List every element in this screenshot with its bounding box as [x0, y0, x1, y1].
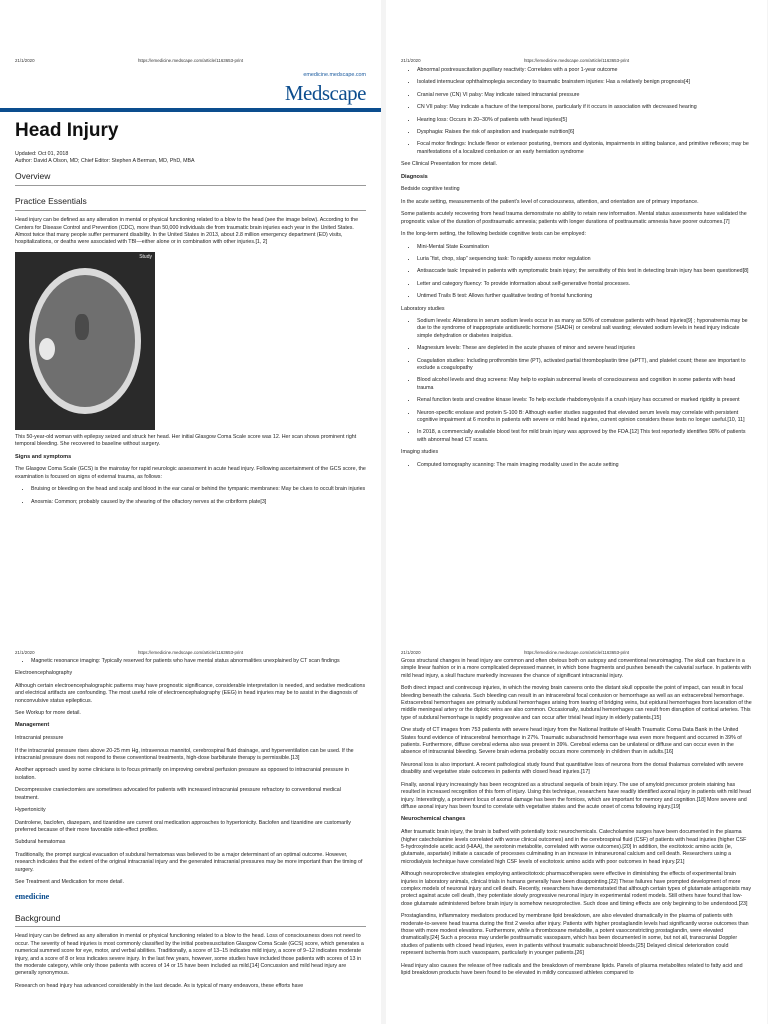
intro-paragraph: Head injury can be defined as any alteration in mental or physical functioning related to a blow to the head (see the image below). According to the Centers for Disease Control and Prevention (CDC), more than 50,000 individuals die from traumatic brain injuries each year in the United States. Almost twice that many people suffer permanent disability. In the United States in 2013, about 2.8 million emergency department (ED) visits, hospitalizations, or deaths were associated with TBI—either alone or in combination with other injuries.[1, 2] [15, 217, 359, 246]
list-item: • Blood alcohol levels and drug screens: May help to explain subnormal levels of consciousness and cognition in some patients with head trauma [417, 377, 752, 392]
signs-heading: Signs and symptoms [15, 453, 72, 460]
contrecoup-paragraph: Both direct impact and contrecoup injuries, in which the moving brain careens onto the distant skull opposite the point of impact, can result in focal bleeding beneath the calvaria. Such bleeding can result in an intracerebral focal contusion or hemorrhage as well as an extracerebral hemorrhage. Extracerebral hemorrhages are primarily subdural hemorrhages arising from tearing of bridging veins, but epidural hemorrhages from laceration of the middle meningeal artery or the diploic veins are also common. Occasionally, subdural hemorrhages can result from disruption of cortical arteries. This type of subdural hemorrhage is rapidly progressive and can occur after trivial head injury in elderly patients.[15] [401, 685, 752, 721]
brand-url[interactable]: emedicine.medscape.com [303, 72, 366, 78]
list-item: • Anosmia: Common; probably caused by the shearing of the olfactory nerves at the cribriform plate[3] [31, 499, 366, 506]
list-item: • Abnormal postresuscitation pupillary reactivity: Correlates with a poor 1-year outcome [417, 67, 752, 74]
list-item: • Sodium levels: Alterations in serum sodium levels occur in as many as 50% of comatose patients with head injuries[9] ; hyponatremia may be due to the syndrome of inappropriate antidiuretic hormone (SIADH) or cerebral salt wasting; elevated sodium levels in head injury indicate simple dehydration or diabetes insipidus. [417, 318, 752, 340]
background-heading: Background [15, 913, 366, 928]
header-date: 21/1/2020 [401, 650, 421, 655]
long-term-paragraph: In the long-term setting, the following bedside cognitive tests can be employed: [401, 231, 586, 238]
free-radical-paragraph: Head injury also causes the release of free radicals and the breakdown of membrane lipids. Panels of plasma metabolites related to fatty acid and lipid breakdown products have been found to be elevated in mildly concussed athletes compared to [401, 962, 743, 977]
list-item: • Bruising or bleeding on the head and scalp and blood in the ear canal or behind the tympanic membranes: May be clues to occult brain injuries [31, 486, 366, 493]
emedicine-logo [15, 891, 366, 902]
ct-scan-image[interactable] [15, 252, 155, 430]
header-date: 21/1/2020 [15, 58, 35, 63]
list-item: • Magnesium levels: These are depleted in the acute phases of minor and severe head injuries [417, 345, 752, 352]
article-title: Head Injury [15, 119, 119, 141]
practice-essentials-heading: Practice Essentials [15, 196, 366, 211]
emedicine-logo-text: emedicine [15, 892, 50, 902]
page-2 [386, 0, 767, 517]
overview-heading: Overview [15, 171, 366, 186]
signs-list [15, 486, 366, 506]
background-paragraph: Head injury can be defined as any alteration in mental or physical functioning related to a blow to the head. Loss of consciousness does not need to occur. The severity of head injuries is most commonly classified by the initial postresuscitation Glasgow Coma Scale (GCS) score, which generates a numerical summed score for eye, motor, and verbal abilities. Traditionally, a score of 13–15 indicates mild injury, a score of 9–12 indicates moderate injury, and a score of 8 or less indicates severe injury. In the last few years, however, some studies have included those patients with scores of 13 in the moderate category, while only those patients with scores of 14 or 15 have been included as mild.[14] Concussion and mild head injury are generally synonymous. [15, 933, 364, 977]
bedside-label: Bedside cognitive testing [401, 186, 460, 193]
bedside-tests-list [401, 244, 752, 301]
page-4 [386, 507, 767, 1024]
decompression-paragraph: Decompressive craniectomies are sometimes advocated for patients with increased intracranial pressure refractory to conventional medical treatment. [15, 787, 341, 801]
list-item: • Hearing loss: Occurs in 20–30% of patients with head injuries[5] [417, 117, 752, 124]
research-paragraph: Research on head injury has advanced considerably in the last decade. As is typical of many endeavors, these efforts have [15, 982, 304, 989]
neurochemical-heading: Neurochemical changes [401, 816, 466, 823]
amnesia-paragraph: Some patients acutely recovering from head trauma demonstrate no ability to retain new information. Mental status assessments have validated the prognostic value of the duration of posttraumatic amnesia; patients with longer durations of posttraumatic amnesia have poorer outcomes.[7] [401, 211, 747, 225]
findings-list [401, 67, 752, 156]
icp-paragraph: If the intracranial pressure rises above 20-25 mm Hg, intravenous mannitol, cerebrospinal fluid drainage, and hyperventilation can be used. If the intracranial pressure does not respond to these conventional treatments, high-dose barbiturate therapy is permissible.[13] [15, 747, 354, 762]
header-url[interactable]: https://emedicine.medscape.com/article/1163653-print [137, 650, 244, 655]
ct-study-paragraph: One study of CT images from 753 patients with severe head injury from the National Institute of Health Traumatic Coma Data Bank in the United States found evidence of intracerebral hemorrhage in 27%. Traumatic subarachnoid hemorrhage was even more frequent and occurred in 39% of patients. Furthermore, diffuse cerebral edema also was present in 39%. Cerebral edema can be unilateral or diffuse and can occur even in the absence of intracranial bleeding. Severe brain edema probably occurs more commonly in children than in adults.[16] [401, 727, 742, 756]
prostaglandin-paragraph: Prostaglandins, inflammatory mediators produced by membrane lipid breakdown, are also elevated dramatically in the plasma of patients with moderate-to-severe head trauma during the first 2 weeks after injury. Patients with higher prostaglandin levels had significantly worse outcomes than those with more modest elevations. Furthermore, while a thromboxane metabolite, a potent vasoconstricting prostaglandin, were elevated dramatically.[24] Such a process may underlie posttraumatic vasospasm, which has been documented in some, but not all, transcranial Doppler studies of patients with closed head injuries, even in patients without traumatic subarachnoid bleeds.[25] Delayed clinical deterioration could represent ischemia from such vasospasm, particularly in younger patients.[26] [401, 913, 749, 957]
medscape-logo [15, 79, 366, 108]
neuronal-loss-paragraph: Neuronal loss is also important. A recent pathological study found that quantitative loss of neurons from the dorsal thalamus correlated with severe disability and vegetative state outcomes in patients with closed head injuries.[17] [401, 761, 744, 776]
neurochemical-paragraph: After traumatic brain injury, the brain is bathed with potentially toxic neurochemicals. Catecholamine surges have been documented in the plasma (higher catecholamine levels correlated with worse clinical outcomes) and in the cerebrospinal fluid (CSF) of patients with head injuries (higher CSF 5-hydroxyindole acetic acid (HIAA), the serotonin metabolite, correlated with worse outcomes).[20] In addition, the excitotoxic amino acids (ie, glutamate, aspartate) initiate a cascade of processes culminating in an increase in intraneuronal calcium and cell death. Researchers using a microdialysis technique have correlated high CSF levels of excitotoxic amino acids with poor outcomes in head injury.[21] [401, 829, 747, 865]
eeg-paragraph: Although certain electroencephalographic patterns may have prognostic significance, considerable interpretation is needed, and sedative medications and electrical artifacts are confounding. The most useful role of electroencephalography (EEG) in head injuries may be to assist in the diagnosis of nonconvulsive status epilepticus. [15, 682, 366, 704]
hypertonicity-paragraph: Dantrolene, baclofen, diazepam, and tizanidine are current oral medication approaches to hypertonicity. Baclofen and tizanidine are customarily preferred because of their more favorable side-effect profiles. [15, 819, 351, 833]
icp-label: Intracranial pressure [15, 735, 64, 742]
acute-paragraph: In the acute setting, measurements of the patient’s level of consciousness, attention, and orientation are of primary importance. [401, 198, 699, 205]
list-item: • Letter and category fluency: To provide information about self-generative frontal processes. [417, 281, 752, 288]
header-date: 21/1/2020 [401, 58, 421, 63]
medscape-logo-text: Medscape [284, 80, 366, 105]
list-item: • Luria “fist, chop, slap” sequencing task: To rapidly assess motor regulation [417, 256, 752, 263]
page-3 [0, 507, 381, 1024]
header-date: 21/1/2020 [15, 650, 35, 655]
subdural-paragraph: Traditionally, the prompt surgical evacuation of subdural hematomas was believed to be a major determinant of an optimal outcome. However, research indicates that the extent of the original intracranial injury and the generated intracranial pressures may be more important than the timing of surgery. [15, 851, 363, 873]
management-heading: Management [15, 722, 50, 729]
axonal-injury-paragraph: Finally, axonal injury increasingly has been recognized as a structural sequela of brain injury. The use of amyloid precursor protein staining has resulted in increased recognition of this form of injury. Using this technique, researchers have readily identified axonal injury in patients with mild head injury. Interestingly, a prominent locus of axonal damage has been the fornices, which are important for memory and cognition.[18] More severe and diffuse axonal injury has been found to correlate with vegetative states and the acute onset of coma following injury.[19] [401, 781, 751, 810]
list-item: • Renal function tests and creatine kinase levels: To help exclude rhabdomyolysis if a crush injury has occurred or marked rigidity is present [417, 397, 752, 404]
list-item: • Antisaccade task: Impaired in patients with symptomatic brain injury; the sensitivity of this test in detecting brain injury has been questioned[8] [417, 268, 752, 275]
updated-date: Updated: Oct 01, 2018 [15, 150, 69, 157]
ventricle-shape [75, 314, 89, 340]
eeg-label: Electroencephalography [15, 670, 73, 677]
list-item: • CN VII palsy: May indicate a fracture of the temporal bone, particularly if it occurs in association with decreased hearing [417, 104, 752, 111]
hypertonicity-label: Hypertonicity [15, 807, 46, 814]
list-item: • Magnetic resonance imaging: Typically reserved for patients who have mental status abnormalities unexplained by CT scan findings [31, 658, 366, 665]
neuroprotective-paragraph: Although neuroprotective strategies employing antiexcitotoxic pharmacotherapies were effective in diminishing the effects of experimental brain injuries in laboratory animals, clinical trials in humans generally have been disappointing.[22] These failures have prompted development of more complex models of neuronal injury and cell death. Recently, researchers have demonstrated that although certain types of glutamate antagonists may protect against acute cell death, they potentiate slowly progressive neuronal injury in experimental rodent models. Still others have found that low-dose glutamate administered before brain injury is somehow neuroprotective. Such dose and timing effects are only beginning to be understood.[23] [401, 871, 751, 907]
list-item: • Computed tomography scanning: The main imaging modality used in the acute setting [417, 462, 752, 469]
list-item: • Coagulation studies: Including prothrombin time (PT), activated partial thromboplastin time (aPTT), and platelet count; these are important to exclude a coagulopathy [417, 358, 752, 373]
diagnosis-heading: Diagnosis [401, 173, 428, 180]
imaging-label: Imaging studies [401, 449, 439, 456]
subdural-label: Subdural hematomas [15, 839, 66, 846]
list-item: • Cranial nerve (CN) VI palsy: May indicate raised intracranial pressure [417, 92, 752, 99]
see-clinical-link[interactable]: See Clinical Presentation for more detail. [401, 161, 497, 168]
list-item: • Mini-Mental State Examination [417, 244, 752, 251]
lab-label: Laboratory studies [401, 305, 445, 312]
cpp-paragraph: Another approach used by some clinicians is to focus primarily on improving cerebral perfusion pressure as opposed to intracranial pressure in isolation. [15, 767, 349, 781]
imaging-list-continued [15, 658, 366, 665]
list-item: • In 2018, a commercially available blood test for mild brain injury was approved by the FDA.[12] This test reportedly identifies 98% of patients with abnormal head CT scans. [417, 429, 752, 444]
signs-paragraph: The Glasgow Coma Scale (GCS) is the mainstay for rapid neurologic assessment in acute head injury. Following ascertainment of the GCS score, the examination is focused on signs of external trauma, as follows: [15, 466, 366, 480]
list-item: • Isolated internuclear ophthalmoplegia secondary to traumatic brainstem injuries: Has a relatively benign prognosis[4] [417, 79, 752, 86]
list-item: • Untimed Trails B test: Allows further qualitative testing of frontal functioning [417, 293, 752, 300]
page-1 [0, 0, 381, 517]
temporal-bleed-shape [39, 338, 55, 360]
title-bar [0, 108, 381, 112]
image-study-tag: Study [139, 253, 152, 260]
header-url[interactable]: https://emedicine.medscape.com/article/1163653-print [523, 58, 630, 63]
list-item: • Focal motor findings: Include flexor or extensor posturing, tremors and dystonia, impairments in sitting balance, and primitive reflexes; may be manifestations of a localized contusion or an early herniation syndrome [417, 141, 752, 156]
see-workup-link[interactable]: See Workup for more detail. [15, 710, 81, 717]
list-item: • Dysphagia: Raises the risk of aspiration and inadequate nutrition[6] [417, 129, 752, 136]
see-treatment-link[interactable]: See Treatment and Medication for more detail. [15, 878, 124, 885]
header-url[interactable]: https://emedicine.medscape.com/article/1163653-print [523, 650, 630, 655]
gross-changes-paragraph: Gross structural changes in head injury are common and often obvious both on autopsy and conventional neuroimaging. The skull can fracture in a simple linear fashion or in a more complicated depressed manner, in which bone fragments and pushes beneath the calvarial surface. In patients with mild head injury, a skull fracture markedly increases the chance of significant intracranial injury. [401, 658, 751, 679]
lab-tests-list [401, 318, 752, 444]
author-line: Author: David A Olson, MD; Chief Editor: Stephen A Berman, MD, PhD, MBA [15, 157, 195, 164]
list-item: • Neuron-specific enolase and protein S-100 B: Although earlier studies suggested that elevated serum levels may correlate with persistent cognitive impairment at 6 months in patients with severe or mild head injuries, current opinion considers these tests no longer useful.[10, 11] [417, 410, 752, 425]
header-url[interactable]: https://emedicine.medscape.com/article/1163653-print [137, 58, 244, 63]
imaging-list [401, 462, 752, 469]
image-caption: This 50-year-old woman with epilepsy seized and struck her head. Her initial Glasgow Coma Scale score was 12. Her scan shows prominent right temporal bleeding. She recovered to baseline without surgery. [15, 433, 357, 448]
